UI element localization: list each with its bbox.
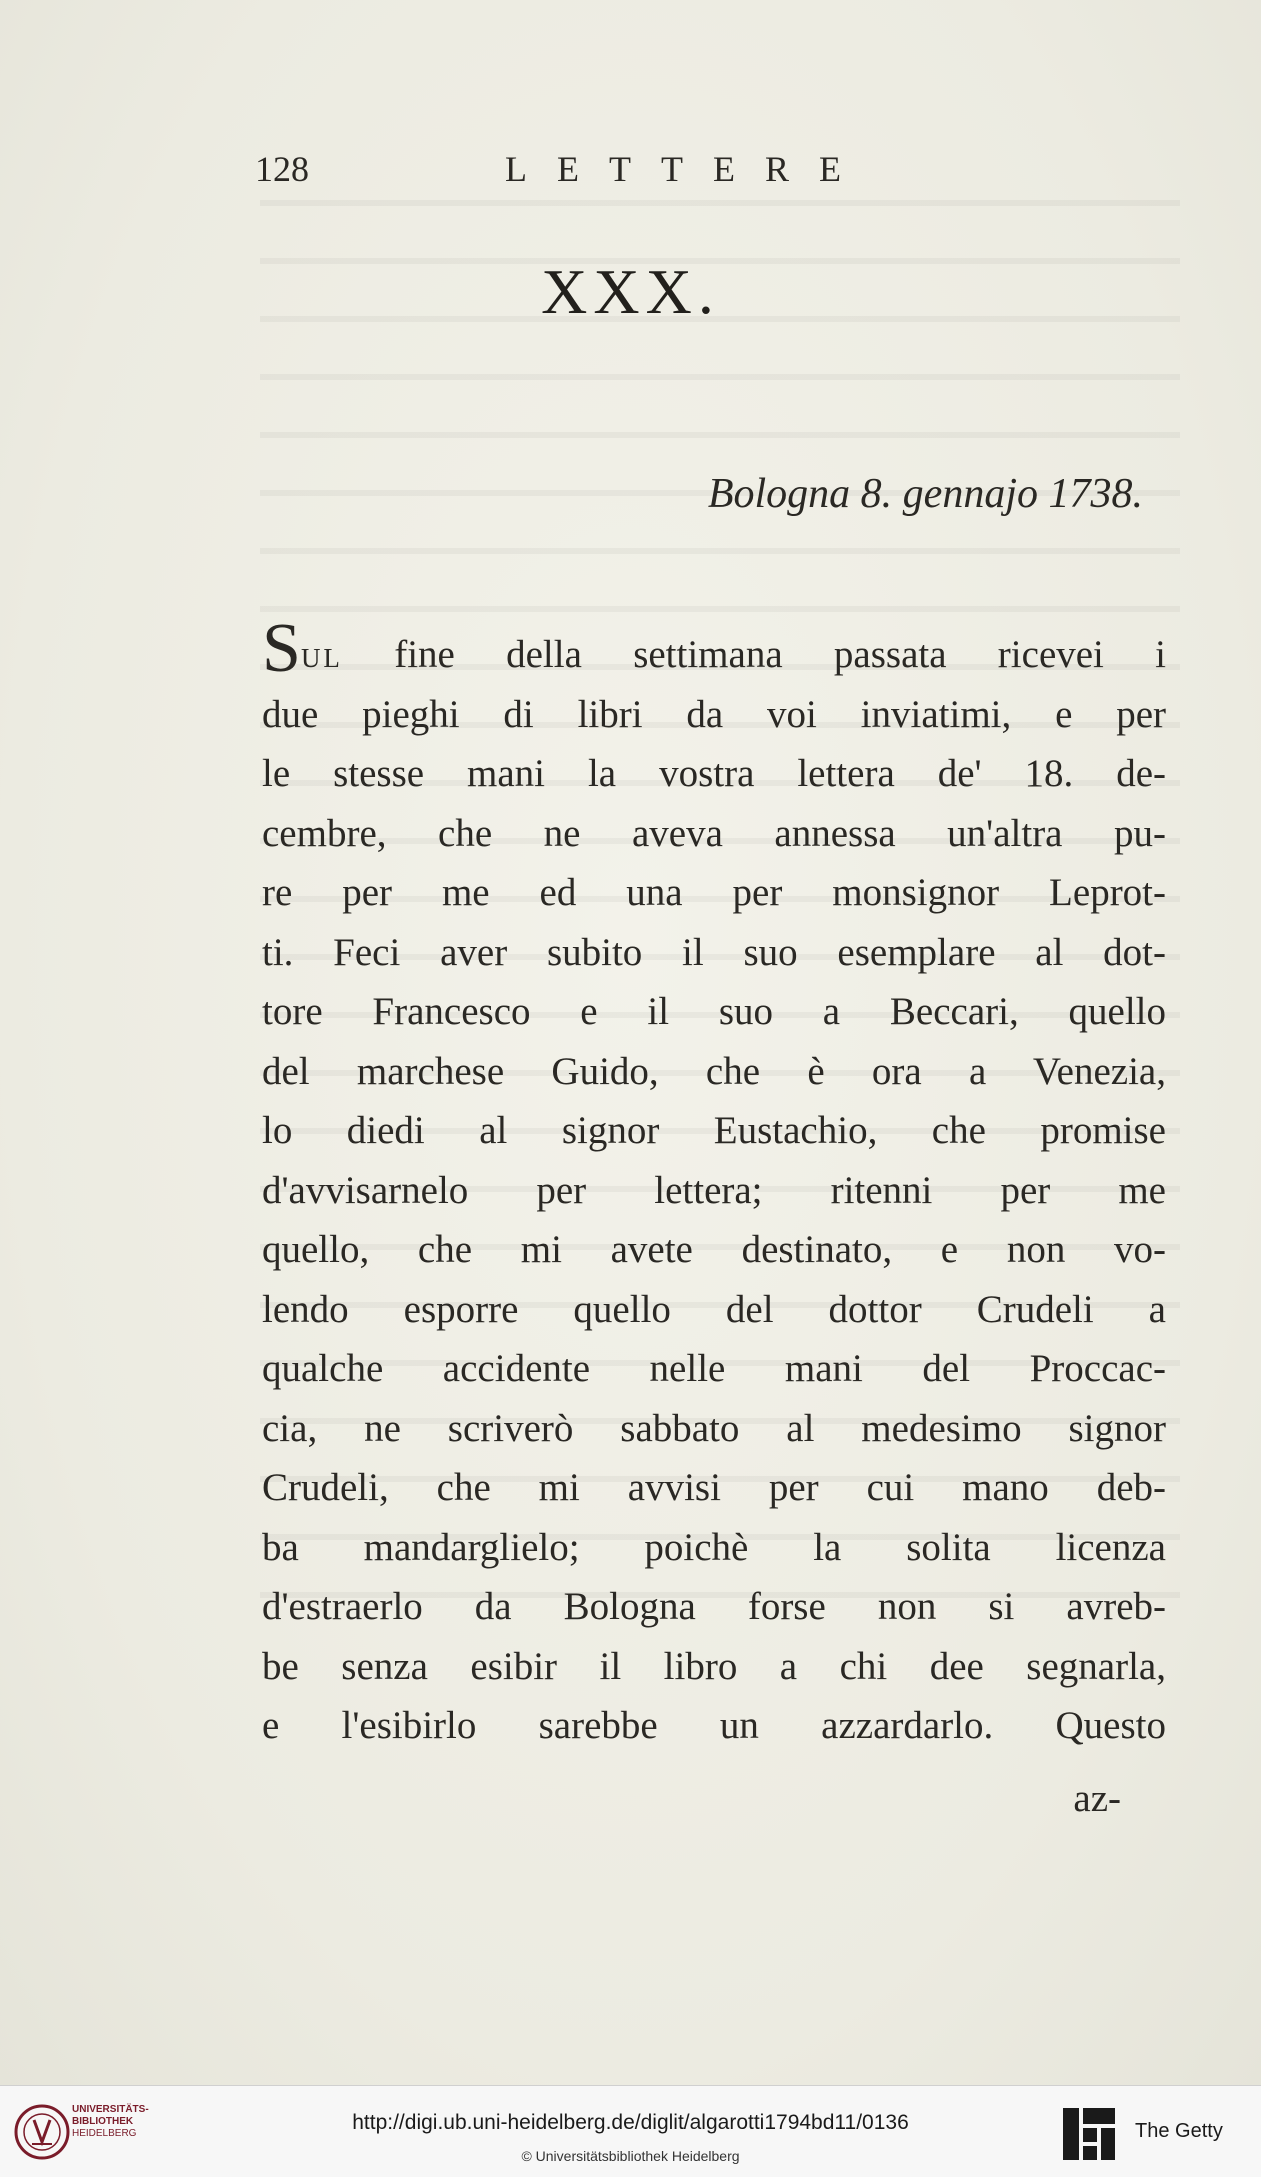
letter-body <box>262 610 1167 1756</box>
getty-label: The Getty <box>1135 2120 1223 2142</box>
letter-number: XXX. <box>541 256 720 327</box>
text-line: cia, ne scriverò sabbato al medesimo signor <box>262 1406 1166 1450</box>
dateline: Bologna 8. gennajo 1738. <box>707 471 1143 517</box>
permalink-url[interactable]: http://digi.ub.uni-heidelberg.de/diglit/algarotti1794bd11/0136 <box>352 2111 909 2134</box>
text-line: ti. Feci aver subito il suo esemplare al dot- <box>262 930 1166 974</box>
text-line: ba mandarglielo; poichè la solita licenza <box>262 1525 1166 1569</box>
text-line: del marchese Guido, che è ora a Venezia, <box>262 1049 1166 1093</box>
page-number: 128 <box>255 149 309 189</box>
text-line: due pieghi di libri da voi inviatimi, e per <box>262 692 1166 736</box>
text-line: qualche accidente nelle mani del Proccac- <box>262 1347 1166 1390</box>
text-line: lendo esporre quello del dottor Crudeli a <box>262 1287 1166 1331</box>
text-line: be senza esibir il libro a chi dee segnarla, <box>262 1644 1166 1688</box>
drop-cap: S <box>262 610 301 687</box>
copyright-notice: © Universitätsbibliothek Heidelberg <box>521 2148 740 2164</box>
getty-logo-icon <box>1061 2106 1117 2162</box>
text-line: re per me ed una per monsignor Leprot- <box>262 871 1166 914</box>
page-header <box>255 148 935 198</box>
text-line: e l'esibirlo sarebbe un azzardarlo. Questo <box>262 1704 1166 1747</box>
text-line: le stesse mani la vostra lettera de' 18. de- <box>262 752 1166 795</box>
viewer-footer <box>0 2085 1261 2177</box>
text-line: cembre, che ne aveva annessa un'altra pu- <box>262 811 1166 855</box>
running-head: LETTERE <box>505 149 871 189</box>
library-name: UNIVERSITÄTS- BIBLIOTHEK HEIDELBERG <box>72 2104 149 2139</box>
text-line: tore Francesco e il suo a Beccari, quello <box>262 990 1166 1033</box>
text-line: d'avvisarnelo per lettera; ritenni per me <box>262 1168 1166 1212</box>
text-line: d'estraerlo da Bologna forse non si avreb- <box>262 1585 1166 1628</box>
text-line: quello, che mi avete destinato, e non vo- <box>262 1228 1166 1271</box>
text-line: Crudeli, che mi avvisi per cui mano deb- <box>262 1466 1166 1509</box>
text-line: lo diedi al signor Eustachio, che promise <box>262 1109 1166 1152</box>
small-caps: ul <box>300 633 343 676</box>
catchword: az- <box>1073 1777 1121 1820</box>
text-line: Sul fine della settimana passata ricevei i <box>262 610 1167 687</box>
